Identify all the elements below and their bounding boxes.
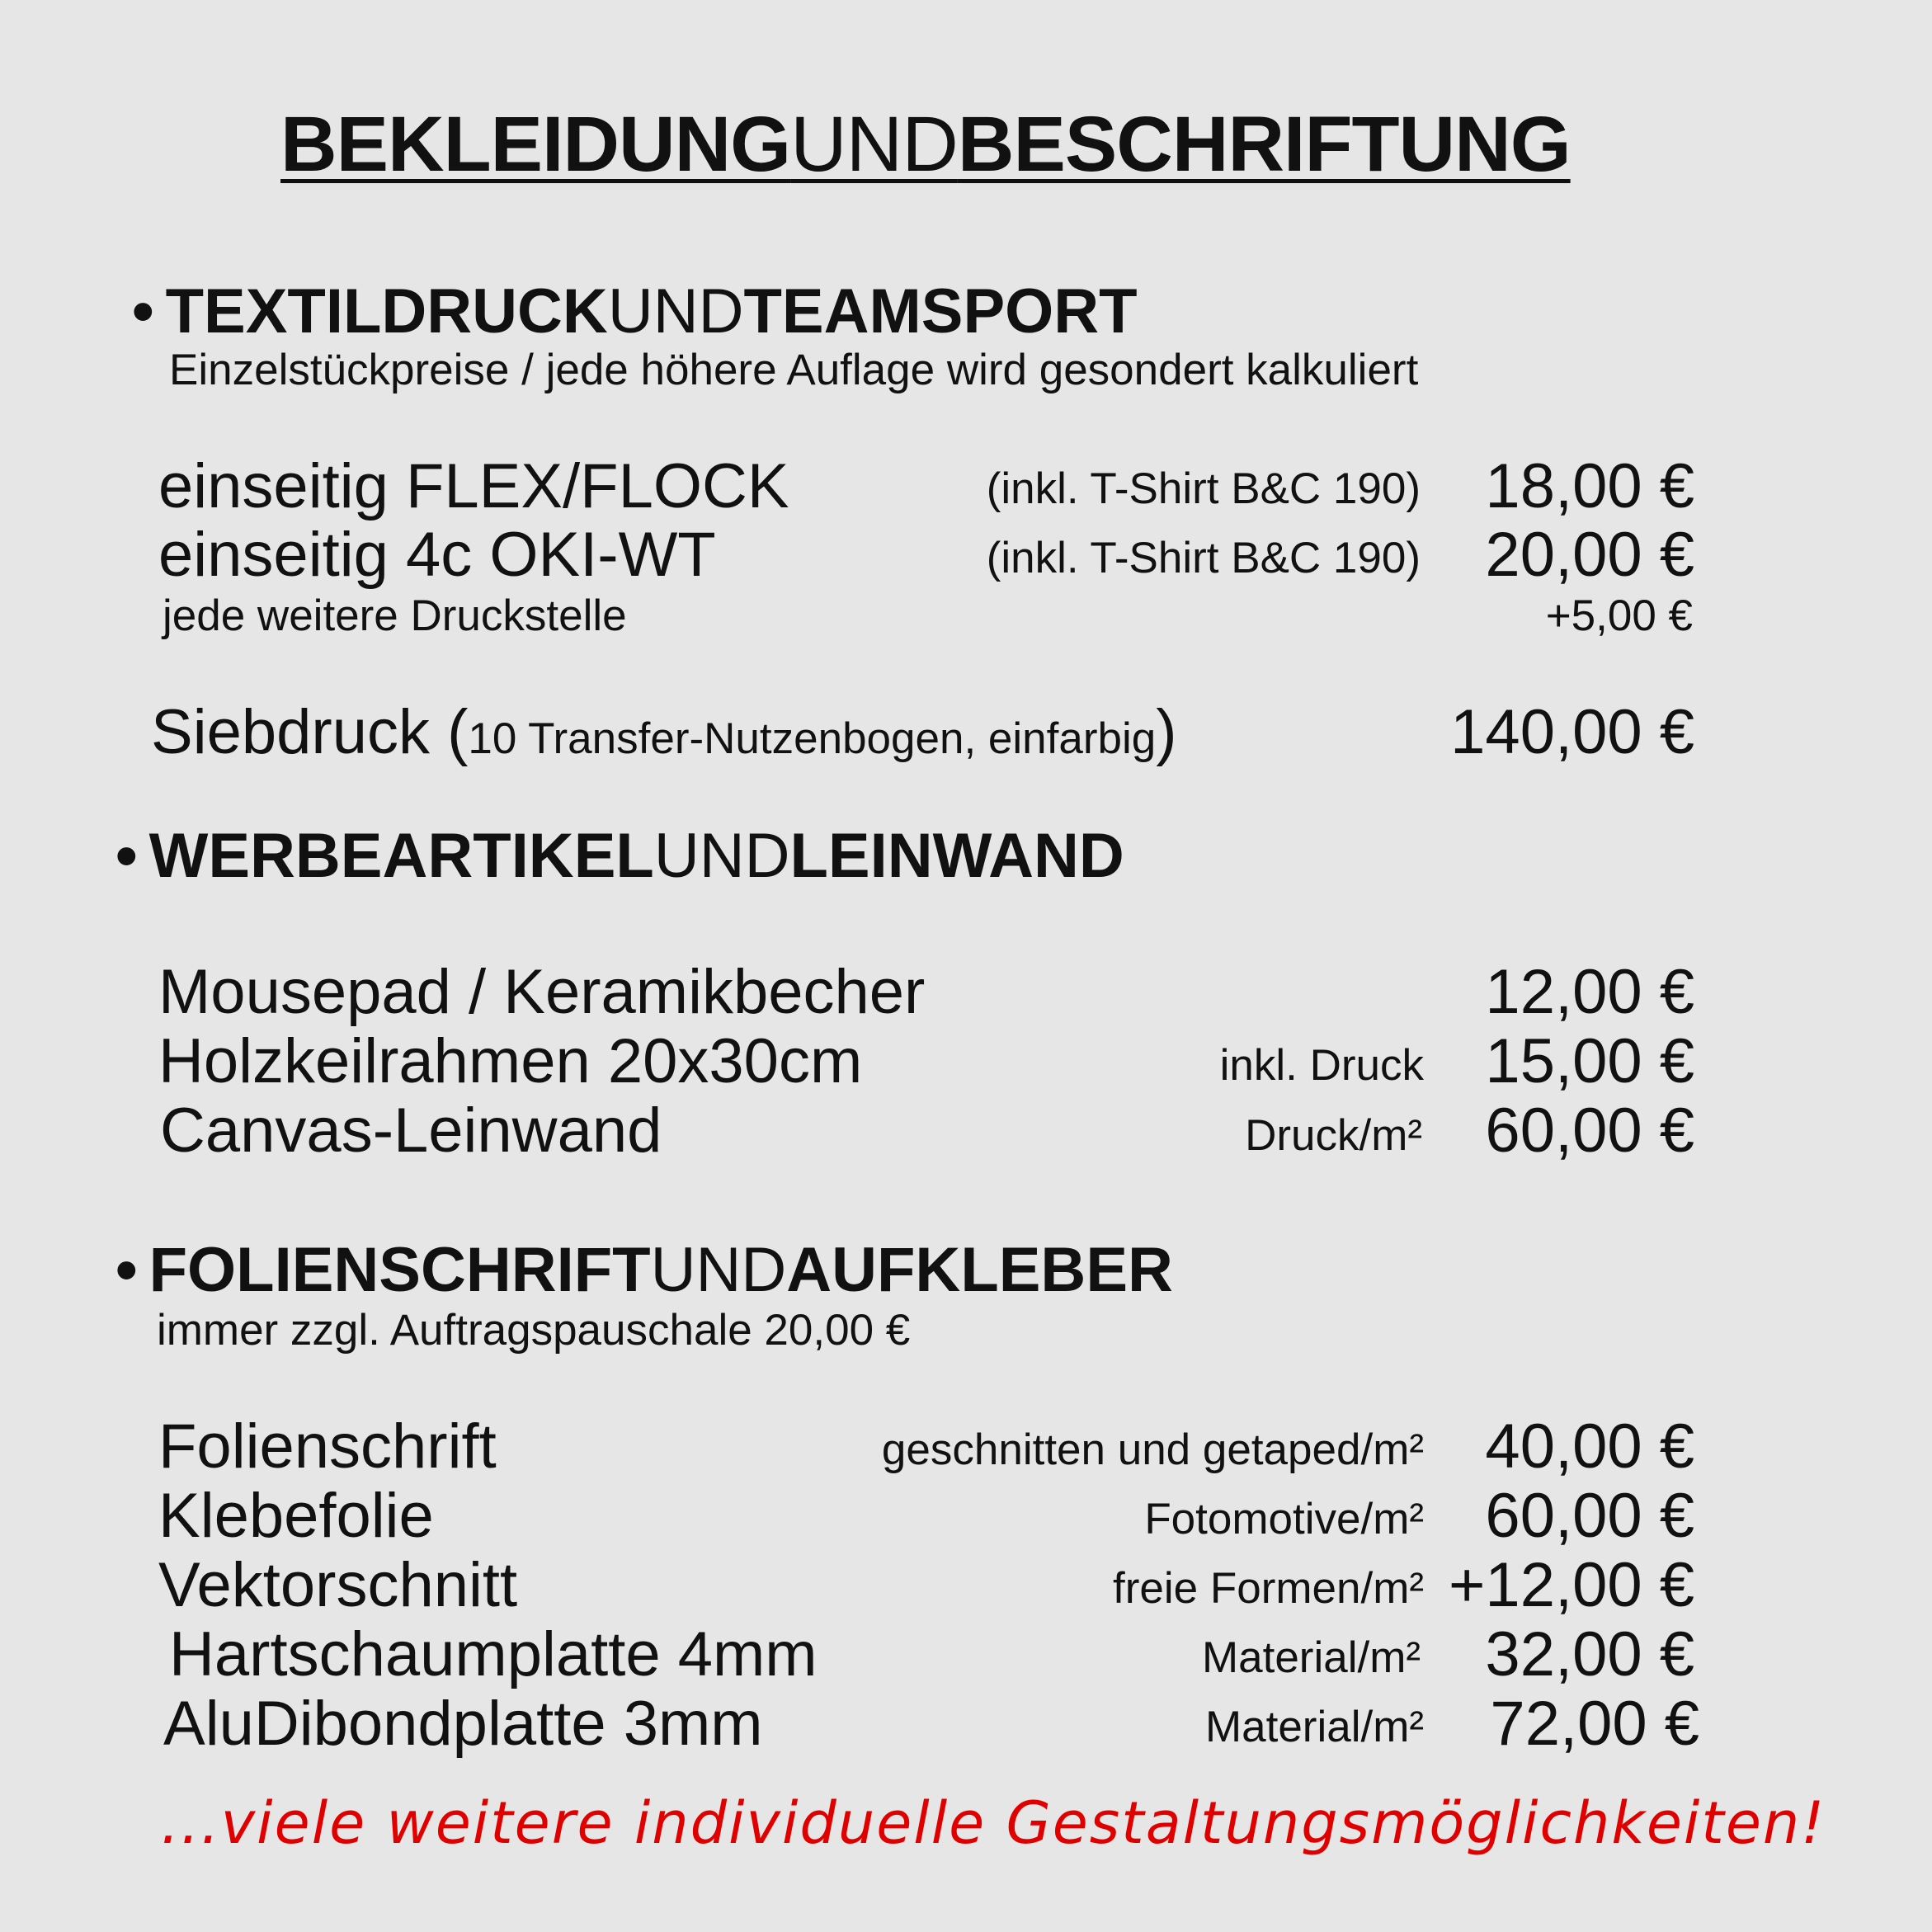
item-price: 60,00 € — [1485, 1096, 1694, 1166]
item-label: einseitig FLEX/FLOCK — [158, 451, 789, 521]
item-label: Vektorschnitt — [158, 1550, 518, 1620]
item-price: +5,00 € — [1545, 591, 1693, 640]
item-note: geschnitten und getaped/m² — [881, 1425, 1424, 1474]
item-note: 10 Transfer-Nutzenbogen, einfarbig — [468, 714, 1157, 763]
item-note: Material/m² — [1201, 1633, 1421, 1682]
item-label: Canvas-Leinwand — [160, 1096, 662, 1166]
title-part-2: UND — [790, 101, 958, 188]
item-price: 72,00 € — [1490, 1689, 1699, 1759]
item-note: inkl. Druck — [1219, 1041, 1424, 1090]
item-label: AluDibondplatte 3mm — [163, 1689, 763, 1759]
item-note: Fotomotive/m² — [1144, 1495, 1424, 1543]
section-heading-part-3: AUFKLEBER — [786, 1235, 1173, 1305]
bullet-icon: • — [115, 1235, 138, 1305]
section-heading-werbeartikel — [115, 821, 1124, 891]
item-label: Mousepad / Keramikbecher — [158, 957, 926, 1027]
item-label: Folienschrift — [158, 1411, 497, 1482]
item-price: +12,00 € — [1449, 1550, 1694, 1620]
bullet-icon: • — [115, 821, 138, 891]
section-heading-part-2: UND — [650, 1235, 787, 1305]
item-note: freie Formen/m² — [1113, 1564, 1424, 1613]
section-heading-part-1: WERBEARTIKEL — [148, 821, 654, 891]
section-heading-folienschrift — [115, 1235, 1173, 1305]
item-note: Druck/m² — [1245, 1111, 1422, 1160]
item-note: Material/m² — [1204, 1703, 1424, 1751]
item-price: 40,00 € — [1485, 1411, 1694, 1482]
section-heading-part-3: TEAMSPORT — [743, 276, 1138, 346]
siebdruck-row — [151, 697, 1177, 767]
bullet-icon: • — [132, 276, 154, 346]
footer-tagline: ...viele weitere individuelle Gestaltungsmöglichkeiten! — [161, 1789, 1826, 1857]
item-label: Siebdruck — [151, 697, 430, 767]
item-note-paren: ( — [447, 697, 469, 767]
section-heading-part-3: LEINWAND — [789, 821, 1124, 891]
item-label: Holzkeilrahmen 20x30cm — [158, 1026, 863, 1096]
item-price: 15,00 € — [1485, 1026, 1694, 1096]
item-label: Hartschaumplatte 4mm — [169, 1619, 818, 1689]
section-heading-part-1: TEXTILDRUCK — [165, 276, 608, 346]
item-price: 12,00 € — [1485, 957, 1694, 1027]
item-price: 18,00 € — [1485, 451, 1694, 521]
title-part-1: BEKLEIDUNG — [280, 101, 791, 188]
section-subtitle: Einzelstückpreise / jede höhere Auflage wird gesondert kalkuliert — [169, 346, 1419, 394]
section-heading-part-2: UND — [653, 821, 790, 891]
item-price: 32,00 € — [1485, 1619, 1694, 1689]
item-price: 140,00 € — [1450, 697, 1694, 767]
item-price: 60,00 € — [1485, 1481, 1694, 1551]
item-note: (inkl. T-Shirt B&C 190) — [986, 534, 1421, 582]
page-title — [280, 101, 1571, 188]
title-part-3: BESCHRIFTUNG — [957, 101, 1571, 188]
item-price: 20,00 € — [1485, 520, 1694, 590]
item-note: (inkl. T-Shirt B&C 190) — [986, 464, 1421, 513]
item-label: jede weitere Druckstelle — [163, 591, 627, 640]
item-label: Klebefolie — [158, 1481, 434, 1551]
item-note-paren: ) — [1156, 697, 1177, 767]
section-heading-textildruck — [132, 276, 1138, 346]
section-heading-part-2: UND — [607, 276, 744, 346]
section-subtitle: immer zzgl. Auftragspauschale 20,00 € — [157, 1306, 911, 1355]
section-heading-part-1: FOLIENSCHRIFT — [148, 1235, 651, 1305]
item-label: einseitig 4c OKI-WT — [158, 520, 716, 590]
